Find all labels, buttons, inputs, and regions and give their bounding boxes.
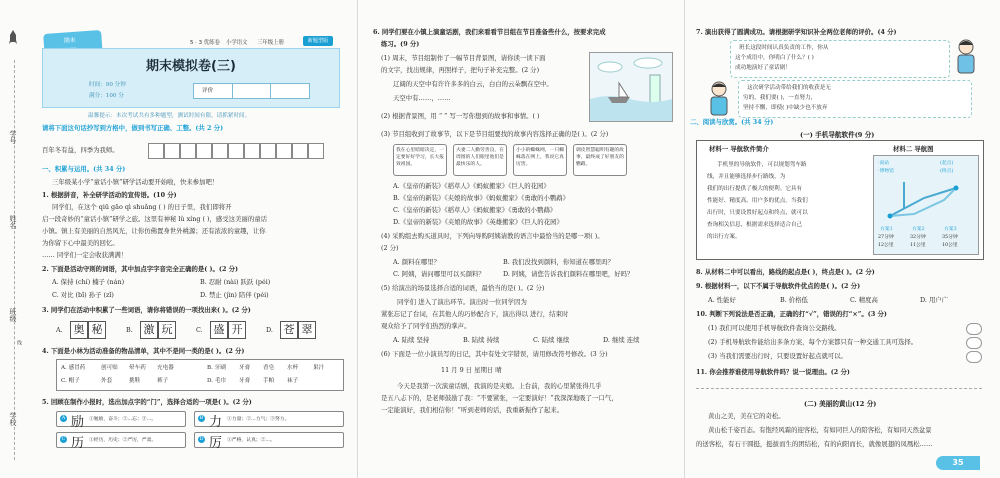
- q3-label-b: B.: [126, 326, 133, 334]
- activity-intro: 三年级某小学“童话小镇”研学活动要开始啦，快来参加吧！: [52, 178, 219, 186]
- material-1-line: 我们的出行提供了极大的便利。它具有: [707, 186, 803, 192]
- page-number: 35: [936, 456, 980, 470]
- q4-cell: 牙膏: [239, 365, 251, 371]
- q1-line1: 同学们，在这个 qiū gāo qì shuǎng ( ) 的日子里，我们即将开: [52, 203, 232, 211]
- q1-stem: 1. 根据拼音，补全研学活动的宣传语。(10 分): [42, 191, 177, 199]
- tip-warm: 温馨提示：本次考试共有多种题型，测试时间有限，请抓紧时间。: [88, 113, 251, 119]
- plan-2-time: 32分钟: [910, 235, 926, 240]
- q4-cell: 水杯: [287, 365, 299, 371]
- story-card-1: [393, 144, 447, 176]
- q4-cell[interactable]: B. 牙刷: [207, 365, 226, 371]
- copy-sentence: 百年冬有益，四季为我师。: [42, 146, 119, 154]
- q7-bubble1-line1: 班长这段时间认真负责的工作，你从: [739, 45, 829, 51]
- material-1-line: 手机里的导航软件，可以规划驾车路: [717, 162, 807, 168]
- material-1-title: 材料一 导航软件简介: [709, 145, 769, 153]
- q6-p3-option-a[interactable]: A.《皇帝的新装》《稻草人》《蚂蚁搬家》《巨人的花园》: [393, 182, 550, 190]
- student-avatar-icon: [706, 80, 732, 116]
- q3-stem: 3. 同学们在活动中积累了一些词语，请你将错误的一项找出来( )。(2 分): [42, 306, 251, 314]
- q3-b-char2[interactable]: 玩: [158, 321, 176, 339]
- q6-p4-points: (2 分): [381, 244, 399, 252]
- q4-cell: 手帕: [263, 378, 275, 384]
- plan-3-label: 方案3: [944, 227, 957, 232]
- q4-cell[interactable]: D. 毛巾: [207, 378, 227, 384]
- plan-1-label: 方案1: [880, 227, 893, 232]
- title-panel: [42, 48, 340, 108]
- story-card-text: 小小的蜘蛛网，一只蜘蛛落在网上，我说它真厉害。: [516, 148, 564, 167]
- margin-label-class: 班级: [9, 308, 17, 322]
- q5-stem: 5. 回顾在制作小报时，选出加点字的“门”，选择合适的一项是( )。(2 分): [42, 398, 252, 406]
- copy-grid[interactable]: [148, 143, 324, 158]
- page-title: 期末模拟卷(三): [146, 59, 236, 74]
- q10-item-2: (2) 手机导航软件能给出多条方案，每个方案都只有一种交通工具可选择。: [708, 338, 918, 346]
- route-lines-icon: [884, 178, 968, 222]
- map-end-label: ·博物馆: [878, 169, 894, 174]
- q4-cell: 裤子: [157, 378, 169, 384]
- q6-p1-fill[interactable]: 天空中有……，……: [393, 94, 451, 102]
- rocket-icon: [9, 30, 17, 46]
- navigation-map: [873, 155, 979, 255]
- q1-line3: 小镇。镇上有美丽的自然风光，让你仿佛置身世外桃源；还有浓浓的童趣，让你: [42, 227, 266, 235]
- q6-p4-option-b[interactable]: B. 我们没找到颜料，你知道在哪里吗？: [503, 258, 615, 266]
- map-start-label: ·南站: [878, 161, 890, 166]
- teacher-bubble-1: [730, 40, 950, 78]
- evaluation-label: 评价: [202, 88, 214, 94]
- q2-option-b[interactable]: B. 忍耐 (nài) 跃跃 (péi): [200, 278, 271, 286]
- material-1-line: 的出行方案。: [707, 234, 741, 240]
- q4-cell: 充电器: [157, 365, 174, 371]
- q5-option-d[interactable]: D 厉 ①严格，认真；②…。: [194, 432, 344, 448]
- q10-answer-2[interactable]: [966, 337, 982, 349]
- q3-d-char2[interactable]: 翠: [298, 321, 316, 339]
- q6-p3-option-d[interactable]: D.《皇帝的新装》《夹娘的故事》《英雄搬家》《巨人的花园》: [393, 218, 563, 226]
- q5-option-b[interactable]: B 力 ①力量；②…力气；③努力。: [194, 411, 344, 427]
- material-1-line: 性能好、精度高、用户多的优点。当我们: [707, 198, 808, 204]
- q4-cell: 晕车药: [129, 365, 146, 371]
- q3-a-char1[interactable]: 奥: [70, 321, 88, 339]
- full-score: 满分：100 分: [89, 93, 124, 99]
- q6-p1b: 的文字，找出规律，再照样子，把句子补充完整。(2 分): [381, 66, 540, 74]
- reading-2-line3: 的送客松，有石干圆挺，挺拔而生的团结松，有的向阳而长，就像展翅的凤凰松……: [696, 440, 933, 448]
- q6-stem-2: 练习。(9 分): [381, 40, 420, 48]
- evaluation-box: [193, 83, 310, 99]
- binding-dashed-line: [14, 60, 15, 460]
- q4-cell: 袜子: [287, 378, 299, 384]
- q6-p5-text3: 观众给予了同学们热烈的掌声。: [381, 322, 471, 330]
- subject-name: 小学语文: [226, 40, 248, 46]
- q6-p5-option-d[interactable]: D. 继续 连续: [603, 336, 640, 344]
- map-start-note: (起点): [940, 161, 954, 166]
- grade-name: 三年级上册: [257, 40, 284, 46]
- material-1-line: 出行时，只要设置好起点和终点，就可以: [707, 210, 808, 216]
- q6-p2: (2) 根据背景图，用 “ ” 写一写你想到的故事和事情。( ): [381, 112, 540, 120]
- q5-option-a[interactable]: A 励 ①勉励，奋斗；②…忘；③…。: [56, 411, 186, 427]
- q6-p5: (5) 给演出的场景选择合适的词语，最恰当的是( )。(2 分): [381, 284, 545, 292]
- q6-p4-option-a[interactable]: A. 颜料在哪里？: [393, 258, 441, 266]
- q6-p3-option-b[interactable]: B.《皇帝的新装》《夹娘的故事》《蚂蚁搬家》《勇敢的小鹦鹉》: [393, 194, 570, 202]
- series-name: 5 · 3 优练卷: [190, 40, 220, 46]
- diary-line3[interactable]: 一定能演好，我们相信你！”听到老师的话，我重新振作了起来。: [381, 406, 564, 414]
- q10-stem: 10. 判断下列说法是否正确，正确的打“√”，错误的打“×”。(3 分): [696, 310, 887, 318]
- q3-a-char2[interactable]: 秘: [88, 321, 106, 339]
- q5-a-char: 励: [71, 415, 85, 430]
- plan-1-distance: 12公里: [878, 243, 894, 248]
- section-1-heading: 一、积累与运用。(共 34 分): [42, 165, 126, 173]
- story-card-text: 调皮智慧聪明有趣的故事，最终成了好朋友的鹦鹉。: [576, 148, 624, 167]
- q6-p4-option-d[interactable]: D. 阿姨，请您告诉我们颜料在哪里吧，好吗？: [503, 270, 634, 278]
- diary-line2[interactable]: 是五八忐下的，是老师鼓励了我：“不要紧张，一定要演好！”我深深地吸了一口气，: [381, 394, 618, 402]
- q5-d-char: 厉: [209, 436, 223, 451]
- q4-cell: 香皂: [263, 365, 275, 371]
- q8-stem[interactable]: 8. 从材料二中可以看出，路线的起点是( )，终点是( )。(2 分): [696, 268, 875, 276]
- material-1-line: 线，并且能够选择步行路线，为: [707, 174, 786, 180]
- q1-line5: …… 同学们一定会收获满满！: [42, 251, 128, 259]
- plan-3-distance: 10公里: [942, 243, 958, 248]
- q6-p5-option-b[interactable]: B. 陆续 持续: [463, 336, 500, 344]
- reading-1-box: [696, 140, 984, 260]
- q6-p5-text2: 紧张忘记了台词，在其他人的巧妙配合下，演出得以 进行，结束时: [381, 310, 569, 318]
- q6-p1: (1) 周末，节目组制作了一幅节目背景图，请你读一读下面: [381, 54, 546, 62]
- reading-2-title: (二) 美丽的黄山(12 分): [804, 400, 877, 408]
- section-2-heading: 二、阅读与欣赏。(共 34 分): [690, 118, 774, 126]
- q1-line4: 为你留下心中最美的回忆。: [42, 239, 119, 247]
- plan-2-label: 方案2: [912, 227, 925, 232]
- q6-p3-option-c[interactable]: C.《皇帝的新装》《稻草人》《蚂蚁搬家》《勇敢的小鹦鹉》: [393, 206, 557, 214]
- teacher-bubble-2: [738, 80, 972, 118]
- q6-p4-option-c[interactable]: C. 阿姨，请问哪里可以买颜料？: [393, 270, 485, 278]
- margin-line-word: 线: [16, 340, 22, 345]
- map-end-note: (终点): [940, 169, 954, 174]
- badge-line1: 期末: [63, 36, 76, 45]
- q9-stem: 9. 根据材料一，以下不属于导航软件优点的是( )。(2 分): [696, 282, 861, 290]
- plan-1-time: 27分钟: [878, 235, 894, 240]
- q11-stem: 11. 你会推荐谁使用导航软件吗？说一说理由。(2 分): [696, 368, 850, 376]
- teacher-avatar-icon: [952, 38, 980, 74]
- q2-option-a[interactable]: A. 保持 (chí) 楠子 (nán): [52, 278, 125, 286]
- sea-boat-icon: [590, 53, 672, 121]
- q6-p5-option-a[interactable]: A. 陆续 坚持: [393, 336, 430, 344]
- q5-option-c[interactable]: C 历 ①经历，历史；②严厉，严肃。: [56, 432, 186, 448]
- q2-stem: 2. 下面是活动守则的词语，其中加点字字音完全正确的是( )。(2 分): [42, 265, 239, 273]
- q3-label-d: D.: [266, 326, 273, 334]
- column-middle: [357, 0, 684, 478]
- story-card-text: 我在心里暗暗决定，一定要好好学习，长大报效祖国。: [396, 148, 444, 167]
- q4-cell: 挑鞋: [129, 378, 141, 384]
- material-2-title: 材料二 导航图: [893, 145, 934, 153]
- q4-cell: 创可贴: [101, 365, 118, 371]
- q3-label-a: A.: [56, 326, 63, 334]
- tip-copy-instruction: 请将下面这句话抄写到方格中，做到书写正确、工整。(共 2 分): [42, 124, 224, 132]
- q3-label-c: C.: [196, 326, 203, 334]
- q2-option-c[interactable]: C. 对比 (bǐ) 孙子 (zǐ): [52, 291, 114, 299]
- story-card-3: [513, 144, 567, 176]
- q7-stem: 7. 演出获得了圆满成功。请根据研学知识补全两位老师的评价。(4 分): [696, 28, 897, 36]
- q6-p5-option-c[interactable]: C. 陆续 继续: [533, 336, 570, 344]
- q7-bubble2-line3[interactable]: 坚持不懈，即使( )中缺少也不放弃: [743, 105, 828, 111]
- story-card-text: 夫妻二人勤劳善良，在周围的人们眼里他们是最快乐的人。: [456, 148, 504, 167]
- q9-option-a[interactable]: A. 性能好: [708, 296, 736, 304]
- q4-cell[interactable]: A. 感冒药: [61, 365, 86, 371]
- background-scene-image: [589, 52, 673, 122]
- time-limit: 时间：90 分钟: [89, 82, 126, 88]
- story-card-4: [573, 144, 627, 176]
- q6-p1-example: 辽阔的天空中有许许多多的白云，白白的云朵飘在空中。: [393, 80, 553, 88]
- q3-c-char2[interactable]: 开: [228, 321, 246, 339]
- q2-option-d[interactable]: D. 禁止 (jìn) 陪伴 (péi): [200, 291, 269, 299]
- q1-line2: 启一段奇妙的“童话小镇”研学之旅。这里有神秘 lǔ xíng ( )，感受这美丽的童话: [42, 215, 267, 223]
- q9-option-d[interactable]: D. 用户广: [920, 296, 949, 304]
- reading-2-line2: 黄山松千姿百态。有饱经风霜的迎客松，有如同巨人的陪客松，有如同天然盆景: [708, 426, 932, 434]
- q5-b-text: ①力量；②…力气；③努力。: [227, 417, 290, 422]
- q6-stem: 6. 同学们要在小镇上演童话剧，我们来看看节目组在节目准备些什么，按要求完成: [373, 28, 606, 36]
- q5-c-char: 历: [71, 436, 85, 451]
- reading-2-line1: 黄山之美，美在它的奇松。: [708, 412, 785, 420]
- q4-cell: 牙膏: [239, 378, 251, 384]
- q4-cell[interactable]: C. 帽子: [61, 378, 80, 384]
- q7-bubble1-line3: 成功地演好了童话剧！: [735, 65, 791, 71]
- column-right: [684, 0, 1000, 478]
- q5-d-text: ①严格，认真；②…。: [227, 438, 275, 443]
- plan-2-distance: 11公里: [910, 243, 926, 248]
- plan-3-time: 35分钟: [942, 235, 958, 240]
- margin-label-name: 姓名: [9, 215, 17, 229]
- q6-p4: (4) 采购组去购买道具时，下列向导购阿姨请教的语言中最恰当的是哪一项( )。: [381, 232, 604, 240]
- q6-p6: (6) 下面是一位小演员写的日记，其中有处文字错误，请用修改符号修改。(3 分): [381, 350, 608, 358]
- diary-date: 11 月 9 日 星期日 晴: [441, 366, 502, 374]
- binding-margin: [0, 0, 34, 478]
- q3-d-char1[interactable]: 苍: [280, 321, 298, 339]
- q6-p3: (3) 节目组收到了故事节，以下是节目组要找的故事内容选择正确的是( )。(2 分): [381, 130, 609, 138]
- answer-line[interactable]: [696, 388, 982, 389]
- q5-a-text: ①勉励，奋斗；②…忘；③…。: [89, 417, 157, 422]
- q6-p5-text1: 同学们 进入了演出环节。演出时一位同学因为: [397, 298, 527, 306]
- q4-item-table: [56, 359, 344, 391]
- margin-label-school: 学校: [9, 412, 17, 426]
- q4-stem: 4. 下面是小林为活动准备的物品清单，其中不是同一类的是( )。(2 分): [42, 347, 245, 355]
- q7-bubble2-line2[interactable]: 穷的，我们要( )，一直努力，: [743, 95, 817, 101]
- diary-line1[interactable]: 今天是我第一次演童话剧，我演的是夹娘。上台前，我的心里紧张得几乎: [397, 382, 602, 390]
- q10-answer-1[interactable]: [966, 323, 982, 335]
- column-left: [0, 0, 357, 478]
- material-1-line: 查询相关信息，根据需求选择适合自己: [707, 222, 803, 228]
- q3-c-char1[interactable]: 盛: [210, 321, 228, 339]
- story-card-2: [453, 144, 507, 176]
- margin-label-id: 学号: [9, 130, 17, 144]
- reading-1-title: (一) 手机导航软件(9 分): [800, 131, 875, 139]
- q4-cell: 外套: [101, 378, 113, 384]
- q7-bubble1-line2[interactable]: 这个成语中，你明白了什么？( ): [735, 55, 814, 61]
- q9-option-b[interactable]: B. 价格低: [780, 296, 808, 304]
- q3-b-char1[interactable]: 激: [140, 321, 158, 339]
- q10-item-1: (1) 我们可以使用手机导航软件查询公交路线。: [708, 324, 841, 332]
- q10-answer-3[interactable]: [966, 351, 982, 363]
- q5-c-text: ①经历，历史；②严厉，严肃。: [89, 438, 157, 443]
- q9-option-c[interactable]: C. 精度高: [850, 296, 878, 304]
- new-edition-tag: 新题型版: [303, 36, 333, 46]
- q4-cell: 果汁: [313, 365, 325, 371]
- q5-b-char: 力: [209, 415, 223, 430]
- q10-item-3: (3) 当我们需要出行时，只要设置好起点就可以。: [708, 352, 847, 360]
- q7-bubble2-line1: 这次研学活动带给我们的收获是无: [747, 85, 831, 91]
